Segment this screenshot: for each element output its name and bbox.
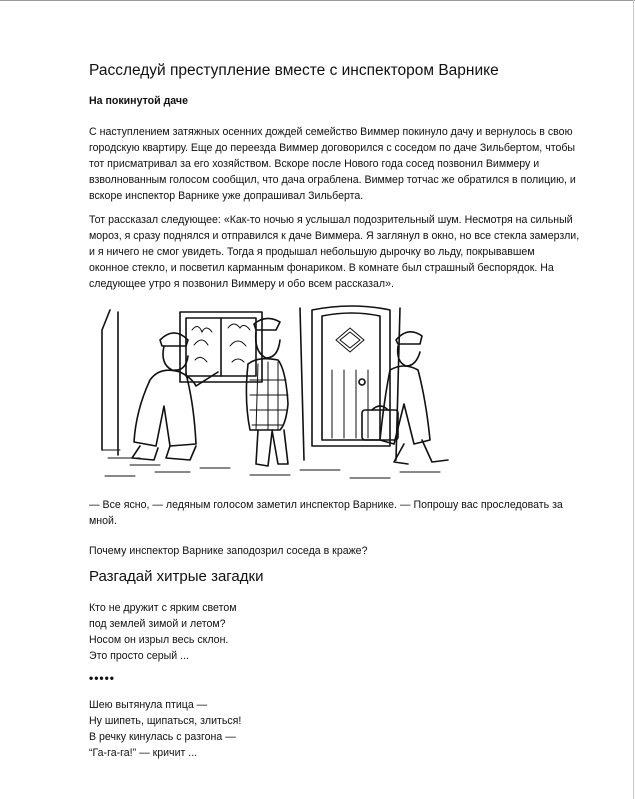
riddle-line: Носом он изрыл весь склон. xyxy=(89,634,229,646)
riddle-line: под землей зимой и летом? xyxy=(89,618,226,630)
page-title: Расследуй преступление вместе с инспектором Варнике xyxy=(89,62,499,79)
neighbor-figure xyxy=(246,318,288,466)
riddle-line: Шею вытянула птица — xyxy=(89,699,208,711)
walking-man-figure xyxy=(362,332,448,464)
riddle-2 xyxy=(89,697,241,761)
riddle-1 xyxy=(89,600,237,664)
paragraph-line: мороз, я сразу поднялся и отправился к даче Виммера. Я заглянул в окно, но все стекла замерзли, xyxy=(89,230,580,242)
inspector-quote xyxy=(89,497,609,529)
paragraph-line: взволнованным голосом сообщил, что дача ограблена. Виммер тотчас же обратился в полицию, и xyxy=(89,174,576,186)
story-question: Почему инспектор Варнике заподозрил соседа в краже? xyxy=(89,545,368,557)
paragraph-line: С наступлением затяжных осенних дождей семейство Виммер покинуло дачу и вернулось в свою xyxy=(89,126,573,138)
paragraph-line: городскую квартиру. Еще до переезда Виммер договорился с соседом по даче Зильбертом, чтобы xyxy=(89,142,576,154)
story-paragraph-1 xyxy=(89,124,609,204)
riddle-line: Кто не дружит с ярким светом xyxy=(89,602,237,614)
story-paragraph-2 xyxy=(89,212,609,292)
paragraph-line: — Все ясно, — ледяным голосом заметил инспектор Варнике. — Попрошу вас проследовать за xyxy=(89,499,563,511)
riddle-line: Ну шипеть, щипаться, злиться! xyxy=(89,715,242,727)
page-right-border xyxy=(633,0,634,799)
paragraph-line: и я ничего не смог увидеть. Тогда я продышал небольшую дырочку во льду, покрывавшем xyxy=(89,246,535,258)
story-heading: На покинутой даче xyxy=(89,95,188,107)
inspector-figure xyxy=(132,333,218,460)
paragraph-line: тот присматривал за его хозяйством. Вскоре после Нового года сосед позвонил Виммеру и xyxy=(89,158,540,170)
paragraph-line: вскоре инспектор Варнике уже допрашивал Зильберта. xyxy=(89,190,364,202)
riddle-line: Это просто серый ... xyxy=(89,650,189,662)
paragraph-line: мной. xyxy=(89,515,117,527)
paragraph-line: оконное стекло, и посветил карманным фонариком. В комнате был страшный беспорядок. На xyxy=(89,262,554,274)
page-top-border xyxy=(0,0,635,1)
riddle-line: “Га-га-га!” — кричит ... xyxy=(89,747,198,759)
riddle-separator: ••••• xyxy=(89,671,116,685)
house-post-left xyxy=(102,310,118,455)
ground-hatching xyxy=(102,450,440,478)
paragraph-line: следующее утро я позвонил Виммеру и обо всем рассказал». xyxy=(89,278,394,290)
frosted-window xyxy=(180,312,262,382)
paragraph-line: Тот рассказал следующее: «Как-то ночью я услышал подозрительный шум. Несмотря на сильный xyxy=(89,214,573,226)
riddle-line: В речку кинулась с разгона — xyxy=(89,731,236,743)
cottage-door xyxy=(300,306,400,460)
illustration-crime-scene xyxy=(100,300,452,488)
riddles-heading: Разгадай хитрые загадки xyxy=(89,568,264,585)
